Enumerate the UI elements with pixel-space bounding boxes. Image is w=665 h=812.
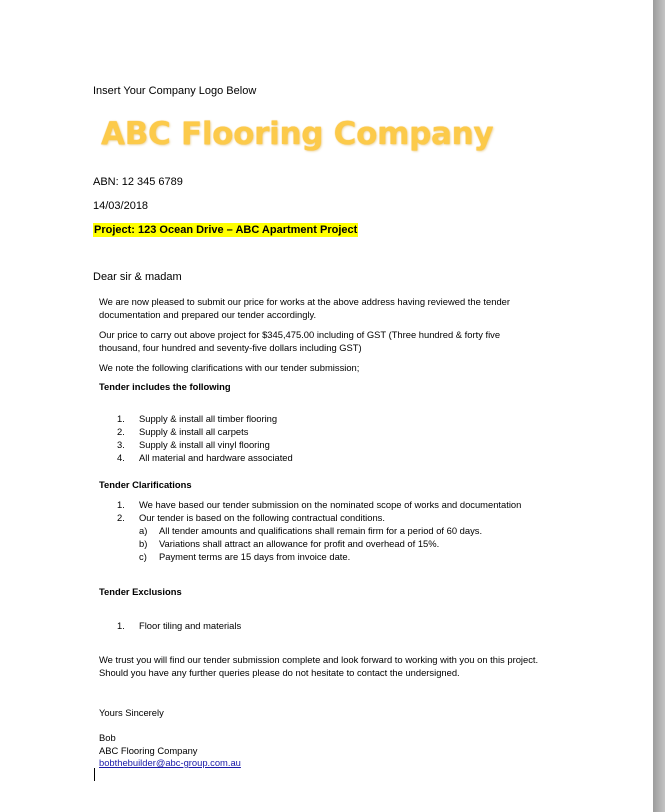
list-item: 1. We have based our tender submission on the nominated scope of works and documentation — [117, 499, 522, 510]
list-item: 4. All material and hardware associated — [117, 452, 293, 463]
sub-list-item: a) All tender amounts and qualifications shall remain firm for a period of 60 days. — [139, 525, 483, 536]
closing-line-1: We trust you will find our tender submission complete and look forward to working with you on this project. — [99, 654, 539, 665]
date-line: 14/03/2018 — [93, 200, 149, 212]
company-logo-text: ABC Flooring Company — [101, 116, 494, 152]
paragraph-2-line-1: Our price to carry out above project for $345,475.00 including of GST (Three hundred & forty five — [99, 329, 501, 340]
list-item: 1. Floor tiling and materials — [117, 620, 242, 631]
text-cursor — [94, 768, 95, 781]
page-gutter — [653, 0, 665, 812]
signoff-email-link[interactable]: bobthebuilder@abc-group.com.au — [99, 757, 241, 768]
paragraph-1-line-2: documentation and prepared our tender accordingly. — [99, 309, 317, 320]
closing-line-2: Should you have any further queries please do not hesitate to contact the undersigned. — [99, 667, 460, 678]
abn-line: ABN: 12 345 6789 — [93, 176, 183, 188]
logo-instruction: Insert Your Company Logo Below — [93, 85, 257, 97]
list-item: 1. Supply & install all timber flooring — [117, 413, 278, 424]
signoff-greeting: Yours Sincerely — [99, 707, 164, 718]
salutation: Dear sir & madam — [93, 271, 182, 283]
list-item: 2. Supply & install all carpets — [117, 426, 249, 437]
paragraph-3: We note the following clarifications with our tender submission; — [99, 362, 360, 373]
project-line — [93, 224, 358, 237]
exclusions-heading: Tender Exclusions — [99, 586, 182, 597]
paragraph-2-line-2: thousand, four hundred and seventy-five dollars including GST) — [99, 342, 362, 353]
project-highlight: Project: 123 Ocean Drive – ABC Apartment Project — [94, 224, 358, 236]
clarifications-heading: Tender Clarifications — [99, 479, 192, 490]
paragraph-1-line-1: We are now pleased to submit our price for works at the above address having reviewed the tender — [99, 296, 510, 307]
signoff-company: ABC Flooring Company — [99, 745, 198, 756]
list-item: 3. Supply & install all vinyl flooring — [117, 439, 270, 450]
includes-heading: Tender includes the following — [99, 381, 231, 392]
signoff-name: Bob — [99, 732, 116, 743]
sub-list-item: b) Variations shall attract an allowance for profit and overhead of 15%. — [139, 538, 440, 549]
list-item: 2. Our tender is based on the following contractual conditions. — [117, 512, 385, 523]
sub-list-item: c) Payment terms are 15 days from invoice date. — [139, 551, 351, 562]
